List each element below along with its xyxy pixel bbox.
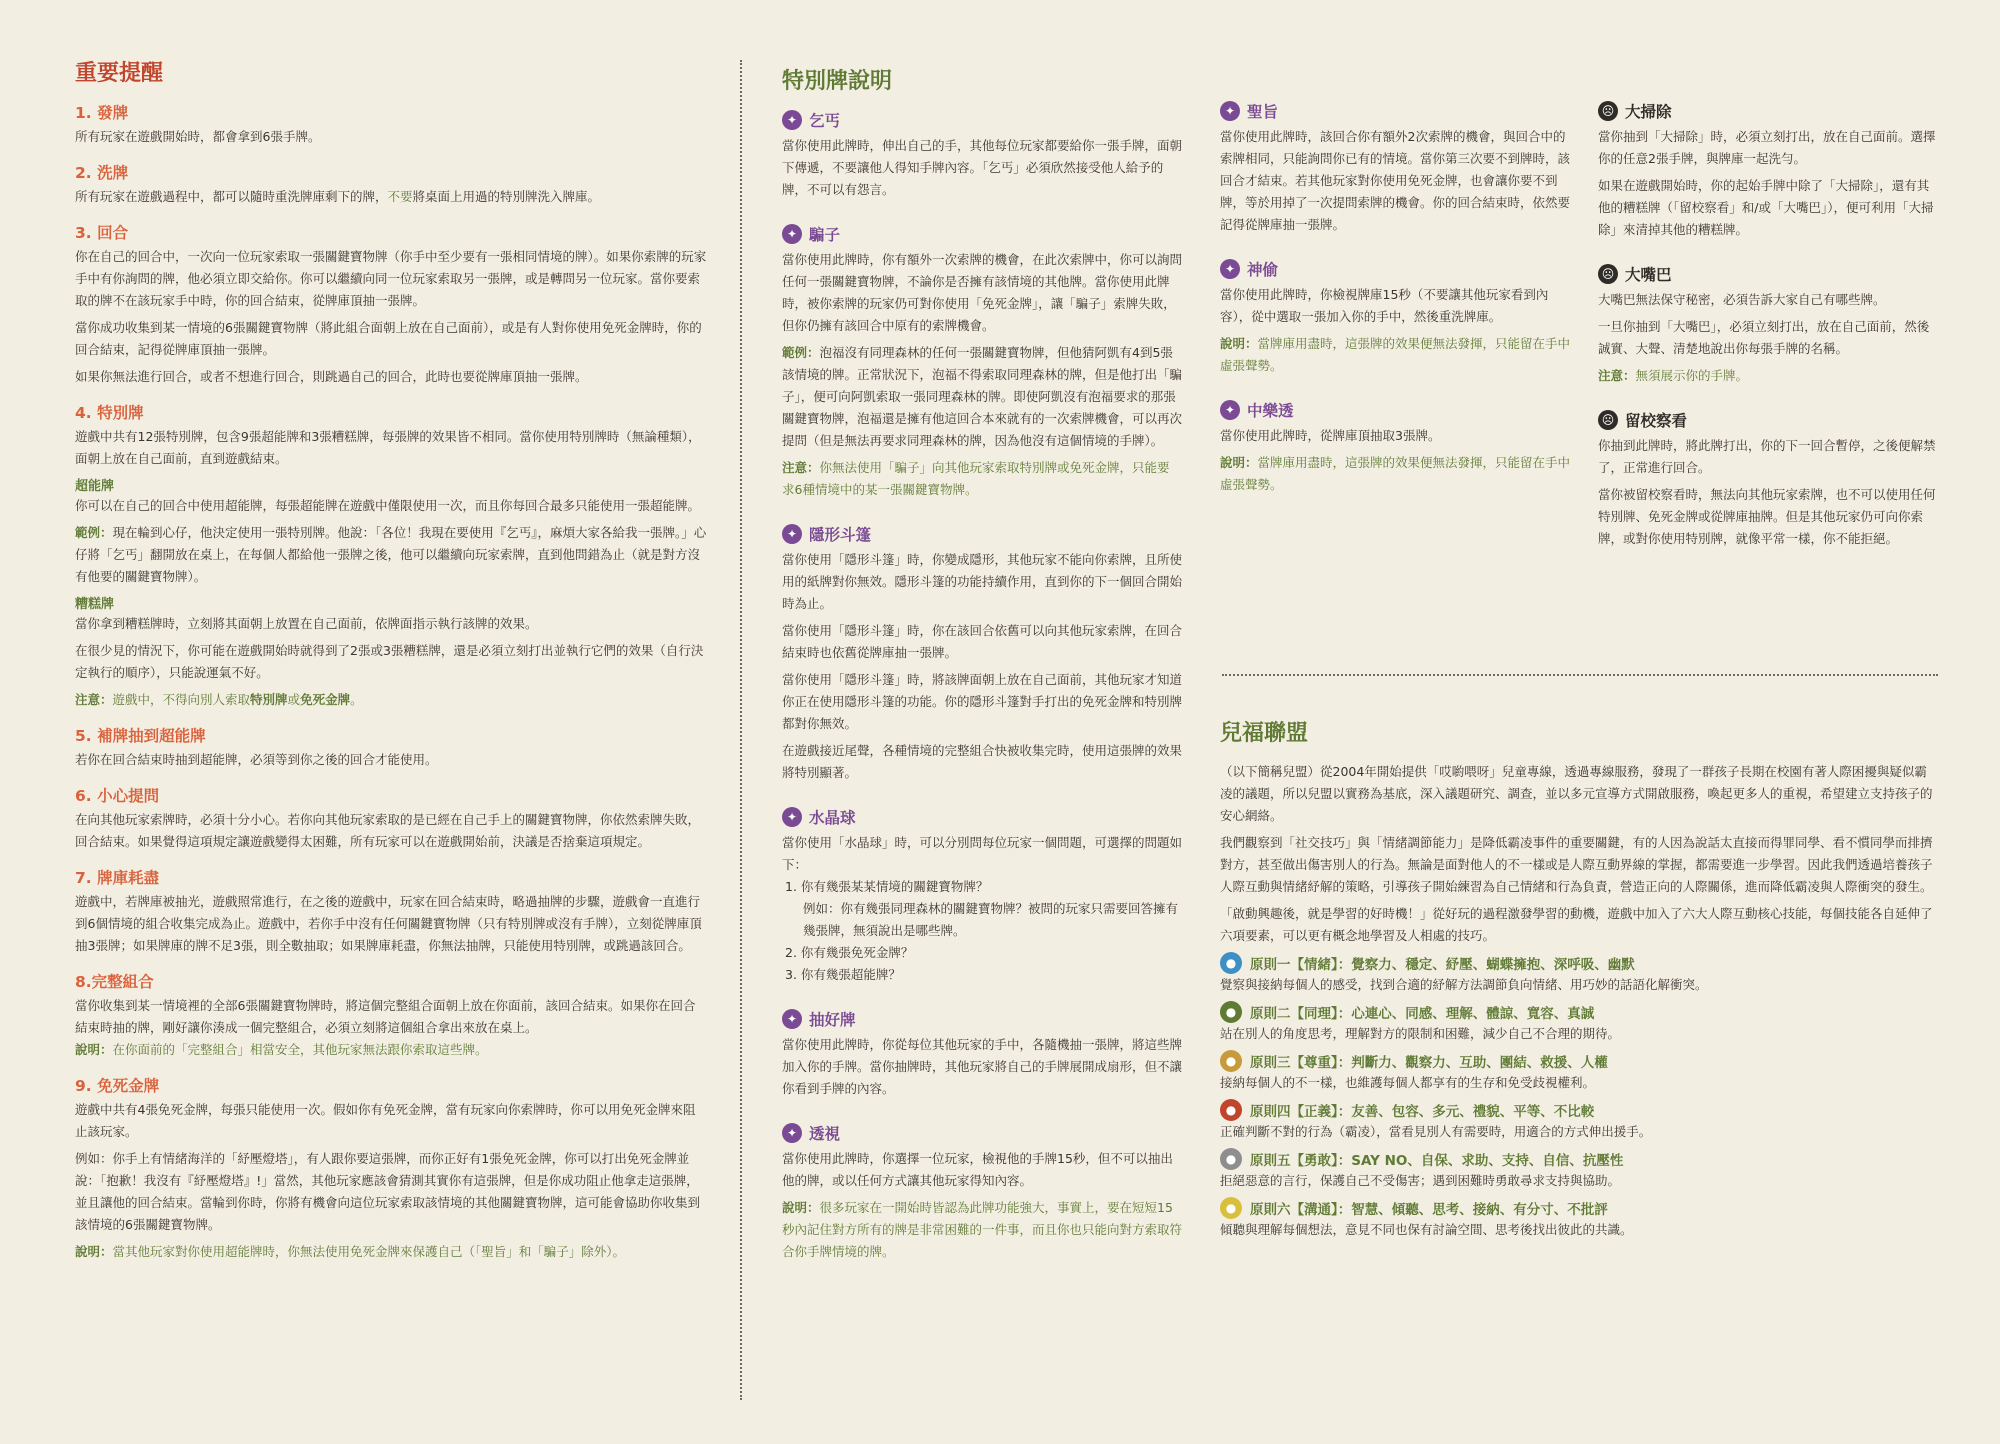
power-card-icon: ✦ — [782, 524, 802, 544]
card-title: 留校察看 — [1625, 412, 1688, 430]
rule-text: 在很少見的情況下，你可能在遊戲開始時就得到了2張或3張糟糕牌，還是必須立刻打出並執行它們的效果（自行決定執行的順序），只能說運氣不好。 — [75, 643, 704, 680]
rule-heading: 2. 洗牌 — [75, 164, 129, 182]
card-beggar — [782, 109, 1182, 201]
card-liar — [782, 223, 1182, 501]
rule-text: 若你在回合結束時抽到超能牌，必須等到你之後的回合才能使用。 — [75, 752, 438, 767]
card-text: 當你使用此牌時，該回合你有額外2次索牌的機會，與回合中的索牌相同，只能詢問你已有的情境。當你第三次要不到牌時，該回合才結束。若其他玩家對你使用免死金牌，也會讓你要不到牌，等於用掉了一次提問索牌的機會。你的回合結束時，依然要記得從牌庫抽一張牌。 — [1220, 129, 1571, 232]
rule-heading: 8.完整組合 — [75, 973, 154, 991]
card-crystal-ball — [782, 806, 1182, 986]
rule-text: 如果你無法進行回合，或者不想進行回合，則跳過自己的回合，此時也要從牌庫頂抽一張牌。 — [75, 369, 588, 384]
org-text: 我們觀察到「社交技巧」與「情緒調節能力」是降低霸凌事件的重要關鍵，有的人因為說話太直接而得罪同學、看不慣同學而排擠對方，甚至做出傷害別人的行為。無論是面對他人的不一樣或是人際互動界線的掌握，都需要進一步學習。因此我們透過培養孩子人際互動與情緒紓解的策略，引導孩子開始練習為自己情緒和行為負責，營造正向的人際關係，進而降低霸凌與人際衝突的發生。 — [1220, 835, 1933, 894]
bad-card-icon: ☹ — [1598, 264, 1618, 284]
section-title: 重要提醒 — [75, 61, 164, 86]
rule-text: 在向其他玩家索牌時，必須十分小心。若你向其他玩家索取的是已經在自己手上的關鍵寶物牌，你依然索牌失敗，回合結束。如果覺得這項規定讓遊戲變得太困難，所有玩家可以在遊戲開始前，決議是否捨棄這項規定。 — [75, 812, 701, 849]
question-list — [785, 876, 1182, 986]
list-item: 例如：你有幾張同理森林的關鍵寶物牌？被問的玩家只需要回答擁有幾張牌，無須說出是哪些牌。 — [803, 901, 1179, 938]
vertical-divider — [740, 60, 742, 1400]
rule-heading: 4. 特別牌 — [75, 404, 144, 422]
card-sweep — [1598, 100, 1938, 241]
note-text: 說明：當牌庫用盡時，這張牌的效果便無法發揮，只能留在手中虛張聲勢。 — [1220, 455, 1571, 492]
card-text: 當你使用此牌時，伸出自己的手，其他每位玩家都要給你一張手牌，面朝下傳遞，不要讓他人得知手牌內容。「乞丐」必須欣然接受他人給予的牌，不可以有怨言。 — [782, 138, 1183, 197]
rule-heading: 5. 補牌抽到超能牌 — [75, 727, 206, 745]
card-title: 抽好牌 — [809, 1011, 856, 1029]
card-text: 當你使用「隱形斗篷」時，你在該回合依舊可以向其他玩家索牌，在回合結束時也依舊從牌庫抽一張牌。 — [782, 623, 1183, 660]
card-detention — [1598, 409, 1938, 550]
principle-heading: ● 原則三【尊重】：判斷力、觀察力、互助、團結、救援、人權 — [1220, 1050, 1938, 1072]
card-text: 當你使用此牌時，你檢視牌庫15秒（不要讓其他玩家看到內容），從中選取一張加入你的手中，然後重洗牌庫。 — [1220, 287, 1549, 324]
power-card-icon: ✦ — [1220, 101, 1240, 121]
principle-text: 站在別人的角度思考，理解對方的限制和困難，減少自己不合理的期待。 — [1220, 1026, 1621, 1041]
principle-icon: ● — [1220, 952, 1242, 974]
list-item: 1. 你有幾張某某情境的關鍵寶物牌？ — [785, 879, 989, 894]
rule-heading: 3. 回合 — [75, 224, 129, 242]
note-text: 說明：當其他玩家對你使用超能牌時，你無法使用免死金牌來保護自己（「聖旨」和「騙子」除外）。 — [75, 1244, 626, 1259]
special-cards-column — [782, 64, 1182, 1285]
principle-icon: ● — [1220, 1001, 1242, 1023]
principle-text: 拒絕惡意的言行，保護自己不受傷害；遇到困難時勇敢尋求支持與協助。 — [1220, 1173, 1621, 1188]
subheading: 糟糕牌 — [75, 597, 115, 612]
power-card-icon: ✦ — [782, 1123, 802, 1143]
principle-heading: ● 原則四【正義】：友善、包容、多元、禮貌、平等、不比較 — [1220, 1099, 1938, 1121]
card-text: 當你被留校察看時，無法向其他玩家索牌，也不可以使用任何特別牌、免死金牌或從牌庫抽牌。但是其他玩家仍可向你索牌，或對你使用特別牌，就像平常一樣，你不能拒絕。 — [1598, 487, 1936, 546]
principle-text: 正確判斷不對的行為（霸凌），當看見別人有需要時，用適合的方式伸出援手。 — [1220, 1124, 1652, 1139]
card-text: 當你使用「水晶球」時，可以分別問每位玩家一個問題，可選擇的問題如下： — [782, 835, 1183, 872]
card-title: 大嘴巴 — [1625, 266, 1672, 284]
note-text: 說明：當牌庫用盡時，這張牌的效果便無法發揮，只能留在手中虛張聲勢。 — [1220, 336, 1571, 373]
card-text: 當你使用「隱形斗篷」時，將該牌面朝上放在自己面前，其他玩家才知道你正在使用隱形斗篷的功能。你的隱形斗篷對手打出的免死金牌和特別牌都對你無效。 — [782, 672, 1183, 731]
note-text: 注意：無須展示你的手牌。 — [1598, 368, 1749, 383]
rule-heading: 1. 發牌 — [75, 104, 129, 122]
card-text: 當你抽到「大掃除」時，必須立刻打出，放在自己面前。選擇你的任意2張手牌，與牌庫一起洗勻。 — [1598, 129, 1936, 166]
rule-text: 所有玩家在遊戲開始時，都會拿到6張手牌。 — [75, 129, 321, 144]
power-card-icon: ✦ — [782, 807, 802, 827]
card-lottery — [1220, 399, 1572, 496]
rule-text: 遊戲中共有12張特別牌，包含9張超能牌和3張糟糕牌，每張牌的效果皆不相同。當你使用特別牌時（無論種類），面朝上放在自己面前，直到遊戲結束。 — [75, 429, 701, 466]
bad-cards-column — [1598, 100, 1938, 572]
card-title: 神偷 — [1247, 261, 1279, 279]
section-title: 兒福聯盟 — [1220, 721, 1309, 746]
bad-card-icon: ☹ — [1598, 410, 1618, 430]
rule-heading: 9. 免死金牌 — [75, 1077, 160, 1095]
card-title: 聖旨 — [1247, 103, 1279, 121]
org-text: （以下簡稱兒盟）從2004年開始提供「哎喲喂呀」兒童專線，透過專線服務，發現了一群孩子長期在校園有著人際困擾與疑似霸凌的議題，所以兒盟以實務為基底，深入議題研究、調查，並以多元宣導方式開啟服務，喚起更多人的重視，希望建立支持孩子的安心網絡。 — [1220, 764, 1933, 823]
principle-heading: ● 原則二【同理】：心連心、同感、理解、體諒、寬容、真誠 — [1220, 1001, 1938, 1023]
principles-list — [1220, 952, 1938, 1241]
power-card-icon: ✦ — [782, 110, 802, 130]
power-card-icon: ✦ — [782, 1009, 802, 1029]
power-card-icon: ✦ — [782, 224, 802, 244]
principle-icon: ● — [1220, 1099, 1242, 1121]
card-edict — [1220, 100, 1572, 236]
rule-text: 當你收集到某一情境裡的全部6張關鍵寶物牌時，將這個完整組合面朝上放在你面前，該回合結束。如果你在回合結束時抽的牌，剛好讓你湊成一個完整組合，必須立刻將這個組合拿出來放在桌上。 — [75, 998, 696, 1035]
subheading: 超能牌 — [75, 479, 115, 494]
principle-text: 傾聽與理解每個想法，意見不同也保有討論空間、思考後找出彼此的共識。 — [1220, 1222, 1633, 1237]
card-text: 在遊戲接近尾聲，各種情境的完整組合快被收集完時，使用這張牌的效果將特別顯著。 — [782, 743, 1183, 780]
principle-icon: ● — [1220, 1197, 1242, 1219]
card-title: 中樂透 — [1247, 402, 1294, 420]
rule-text: 遊戲中，若牌庫被抽光，遊戲照常進行，在之後的遊戲中，玩家在回合結束時，略過抽牌的步驟，遊戲會一直進行到6個情境的組合收集完成為止。遊戲中，若你手中沒有任何關鍵寶物牌（只有特別牌或沒有手牌），立刻從牌庫頂抽3張牌；如果牌庫的牌不足3張，則全數抽取；如果牌庫耗盡，你無法抽牌，只能使用特別牌，或跳過該回合。 — [75, 894, 702, 953]
card-text: 一旦你抽到「大嘴巴」，必須立刻打出，放在自己面前，然後誠實、大聲、清楚地說出你每張手牌的名稱。 — [1598, 319, 1930, 356]
card-text: 當你使用此牌時，你選擇一位玩家，檢視他的手牌15秒，但不可以抽出他的牌，或以任何方式讓其他玩家得知內容。 — [782, 1151, 1173, 1188]
card-title: 隱形斗篷 — [809, 526, 872, 544]
rule-text: 例如：你手上有情緒海洋的「紓壓燈塔」，有人跟你要這張牌，而你正好有1張免死金牌，你可以打出免死金牌並說：「抱歉！我沒有『紓壓燈塔』!」當然，其他玩家應該會猜測其實你有這張牌，但是你成功阻止他拿走這張牌，並且讓他的回合結束。當輪到你時，你將有機會向這位玩家索取該情境的其他關鍵寶物牌，這可能會協助你收集到該情境的6張關鍵寶物牌。 — [75, 1151, 701, 1232]
org-section — [1220, 716, 1938, 1246]
card-text: 如果在遊戲開始時，你的起始手牌中除了「大掃除」，還有其他的糟糕牌（「留校察看」和/或「大嘴巴」），便可利用「大掃除」來清掉其他的糟糕牌。 — [1598, 178, 1934, 237]
card-title: 大掃除 — [1625, 103, 1672, 121]
note-text: 說明：在你面前的「完整組合」相當安全，其他玩家無法跟你索取這些牌。 — [75, 1042, 488, 1057]
horizontal-divider — [1222, 674, 1938, 676]
rule-text: 當你成功收集到某一情境的6張關鍵寶物牌（將此組合面朝上放在自己面前），或是有人對你使用免死金牌時，你的回合結束，記得從牌庫頂抽一張牌。 — [75, 320, 702, 357]
card-peek — [782, 1122, 1182, 1263]
card-title: 騙子 — [809, 226, 841, 244]
note-text: 注意：你無法使用「騙子」向其他玩家索取特別牌或免死金牌，只能要求6種情境中的某一張關鍵寶物牌。 — [782, 460, 1170, 497]
card-big-mouth — [1598, 263, 1938, 387]
power-card-icon: ✦ — [1220, 400, 1240, 420]
section-title: 特別牌說明 — [782, 69, 893, 94]
principle-text: 覺察與接納每個人的感受，找到合適的紓解方法調節負向情緒、用巧妙的話語化解衝突。 — [1220, 977, 1708, 992]
card-text: 當你使用「隱形斗篷」時，你變成隱形，其他玩家不能向你索牌，且所使用的紙牌對你無效。隱形斗篷的功能持續作用，直到你的下一個回合開始時為止。 — [782, 552, 1183, 611]
principle-text: 接納每個人的不一樣，也維護每個人都享有的生存和免受歧視權利。 — [1220, 1075, 1596, 1090]
list-item: 3. 你有幾張超能牌？ — [785, 967, 901, 982]
important-reminders-column — [75, 56, 707, 1268]
card-title: 透視 — [809, 1125, 841, 1143]
principle-icon: ● — [1220, 1148, 1242, 1170]
principle-heading: ● 原則六【溝通】：智慧、傾聽、思考、接納、有分寸、不批評 — [1220, 1197, 1938, 1219]
rule-text: 你在自己的回合中，一次向一位玩家索取一張關鍵寶物牌（你手中至少要有一張相同情境的牌）。如果你索牌的玩家手中有你詢問的牌，他必須立即交給你。你可以繼續向同一位玩家索取另一張牌，或是轉問另一位玩家。當你要索取的牌不在該玩家手中時，你的回合結束，從牌庫頂抽一張牌。 — [75, 249, 707, 308]
card-draw — [782, 1008, 1182, 1100]
note-text: 說明：很多玩家在一開始時皆認為此牌功能強大，事實上，要在短短15秒內記住對方所有的牌是非常困難的一件事，而且你也只能向對方索取符合你手牌情境的牌。 — [782, 1200, 1183, 1259]
card-title: 乞丐 — [809, 112, 841, 130]
special-cards-column-2 — [1220, 100, 1572, 518]
power-card-icon: ✦ — [1220, 259, 1240, 279]
rule-heading: 6. 小心提問 — [75, 787, 160, 805]
example-text: 範例：泡福沒有同理森林的任何一張關鍵寶物牌，但他猜阿凱有4到5張該情境的牌。正常狀況下，泡福不得索取同理森林的牌，但是他打出「騙子」，便可向阿凱索取一張同理森林的牌。即使阿凱沒有泡福要求的那張關鍵寶物牌，泡福還是擁有他這回合本來就有的一次索牌機會，可以再次提問（但是無法再要求同理森林的牌，因為他沒有這個情境的手牌）。 — [782, 345, 1183, 448]
card-title: 水晶球 — [809, 809, 856, 827]
card-text: 當你使用此牌時，從牌庫頂抽取3張牌。 — [1220, 428, 1441, 443]
card-text: 當你使用此牌時，你從每位其他玩家的手中，各隨機抽一張牌，將這些牌加入你的手牌。當你抽牌時，其他玩家將自己的手牌展開成扇形，但不讓你看到手牌的內容。 — [782, 1037, 1183, 1096]
card-thief — [1220, 258, 1572, 377]
card-text: 當你使用此牌時，你有額外一次索牌的機會，在此次索牌中，你可以詢問任何一張關鍵寶物牌，不論你是否擁有該情境的其他牌。當你使用此牌時，被你索牌的玩家仍可對你使用「免死金牌」，讓「騙子」索牌失敗，但你仍擁有該回合中原有的索牌機會。 — [782, 252, 1183, 333]
card-text: 你抽到此牌時，將此牌打出，你的下一回合暫停，之後便解禁了，正常進行回合。 — [1598, 438, 1936, 475]
card-text: 大嘴巴無法保守秘密，必須告訴大家自己有哪些牌。 — [1598, 292, 1886, 307]
rule-text: 所有玩家在遊戲過程中，都可以隨時重洗牌庫剩下的牌，不要將桌面上用過的特別牌洗入牌庫。 — [75, 189, 601, 204]
note-text: 注意：遊戲中，不得向別人索取特別牌或免死金牌。 — [75, 692, 363, 707]
card-cloak — [782, 523, 1182, 784]
bad-card-icon: ☹ — [1598, 101, 1618, 121]
example-text: 範例：現在輪到心仔，他決定使用一張特別牌。他說：「各位！我現在要使用『乞丐』，麻煩大家各給我一張牌。」心仔將「乞丐」翻開放在桌上，在每個人都給他一張牌之後，他可以繼續向玩家索牌，直到他問錯為止（就是對方沒有他要的關鍵寶物牌）。 — [75, 525, 707, 584]
rule-text: 你可以在自己的回合中使用超能牌，每張超能牌在遊戲中僅限使用一次，而且你每回合最多只能使用一張超能牌。 — [75, 498, 701, 513]
list-item: 2. 你有幾張免死金牌？ — [785, 945, 914, 960]
rule-text: 遊戲中共有4張免死金牌，每張只能使用一次。假如你有免死金牌，當有玩家向你索牌時，你可以用免死金牌來阻止該玩家。 — [75, 1102, 696, 1139]
principle-heading: ● 原則五【勇敢】：SAY NO、自保、求助、支持、自信、抗壓性 — [1220, 1148, 1938, 1170]
principle-heading: ● 原則一【情緒】：覺察力、穩定、紓壓、蝴蝶擁抱、深呼吸、幽默 — [1220, 952, 1938, 974]
principle-icon: ● — [1220, 1050, 1242, 1072]
org-text: 「啟動興趣後，就是學習的好時機！」從好玩的過程激發學習的動機，遊戲中加入了六大人際互動核心技能，每個技能各自延伸了六項要素，可以更有概念地學習及人相處的技巧。 — [1220, 906, 1933, 943]
rule-text: 當你拿到糟糕牌時，立刻將其面朝上放置在自己面前，依牌面指示執行該牌的效果。 — [75, 616, 538, 631]
rule-heading: 7. 牌庫耗盡 — [75, 869, 160, 887]
